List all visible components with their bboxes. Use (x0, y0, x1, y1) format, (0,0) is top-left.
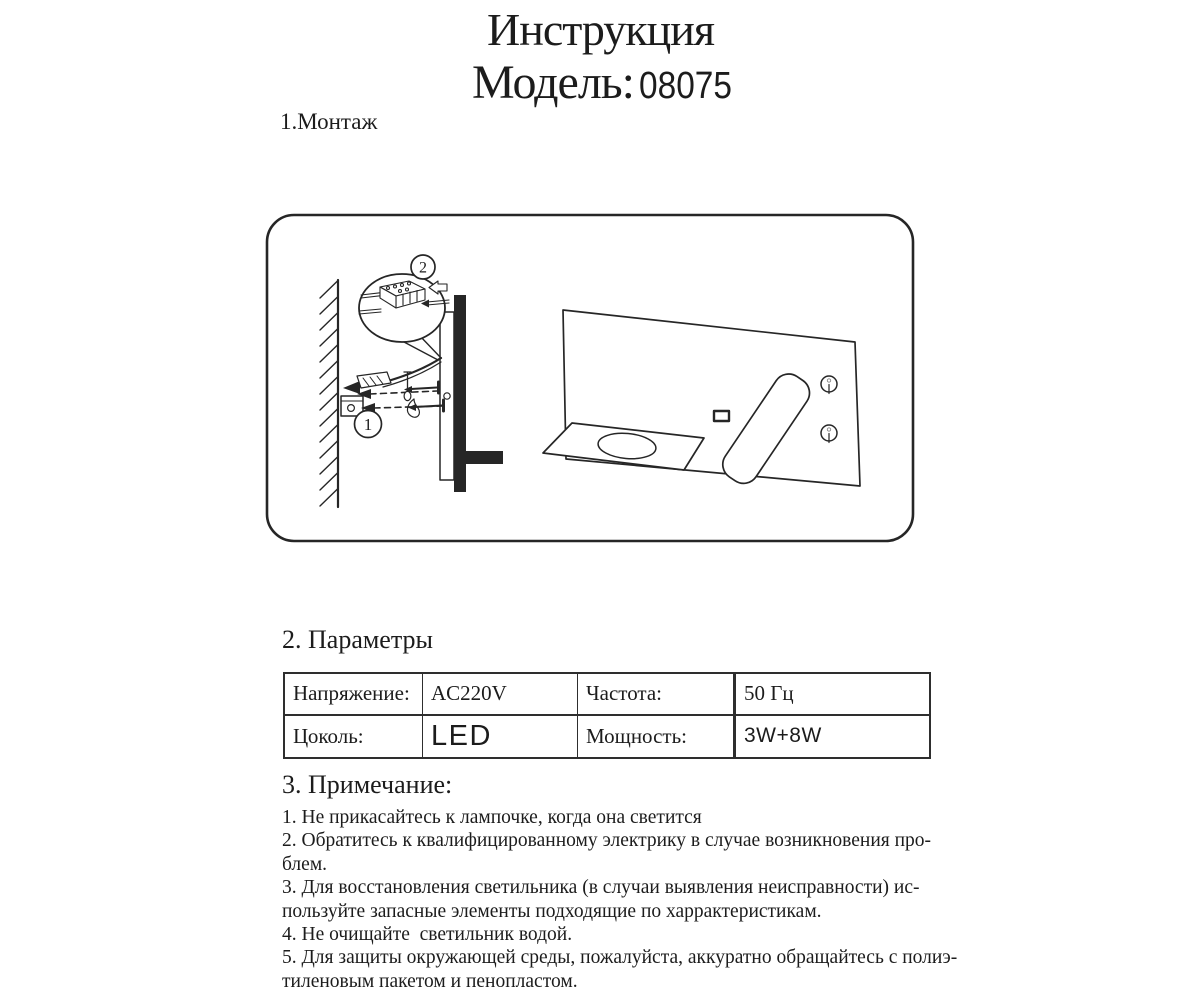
param-label-power: Мощность: (578, 716, 736, 758)
note-line: 4. Не очищайте светильник водой. (282, 924, 573, 946)
section-notes-heading: 3. Примечание: (282, 770, 453, 799)
note-line: пользуйте запасные элементы подходящие по харрактеристикам. (282, 900, 822, 922)
param-label-socket: Цоколь: (285, 716, 423, 758)
model-number: 08075 (639, 65, 733, 107)
section-params-heading: 2. Параметры (282, 625, 433, 654)
param-label-voltage: Напряжение: (285, 674, 423, 716)
param-value-voltage: AC220V (423, 674, 578, 716)
wall-hatching (320, 281, 338, 506)
notes-block (282, 806, 1002, 993)
shelf-bar (466, 451, 503, 464)
model-label: Модель: (472, 56, 635, 109)
params-table (283, 672, 931, 759)
param-value-socket: LED (423, 716, 578, 758)
montage-diagram (263, 211, 918, 546)
balloon-tail-1 (420, 336, 441, 358)
montage-diagram-svg (263, 211, 918, 546)
note-line: блем. (282, 853, 328, 875)
param-label-frequency: Частота: (578, 674, 736, 716)
callout-1-label: 1 (363, 415, 373, 434)
usb-port (714, 411, 729, 421)
note-line: 1. Не прикасайтесь к лампочке, когда она светится (282, 807, 702, 828)
wire-lower (383, 362, 441, 387)
page-title: Инструкция (487, 4, 715, 55)
note-line: 5. Для защиты окружающей среды, пожалуйста, аккуратно обращайтесь с полиэ- (282, 947, 958, 969)
note-line: тиленовым пакетом и пенопластом. (282, 970, 578, 992)
mounting-screw-2 (408, 400, 444, 411)
param-value-power: 3W+8W (744, 724, 822, 748)
lamp-body-bar (454, 295, 466, 492)
wall-anchor-tip (404, 391, 411, 400)
note-line: 2. Обратитесь к квалифицированному электрику в случае возникновения про- (282, 830, 932, 852)
param-value-frequency: 50 Гц (736, 674, 929, 716)
section-montage-heading: 1.Монтаж (280, 109, 378, 134)
model-row (472, 57, 745, 109)
balloon-tail-2 (404, 342, 438, 360)
note-line: 3. Для восстановления светильника (в случаи выявления неисправности) ис- (282, 877, 920, 899)
wire-arrowhead (343, 381, 360, 394)
plate-screw-hole (444, 393, 450, 399)
callout-2-label: 2 (419, 259, 427, 277)
